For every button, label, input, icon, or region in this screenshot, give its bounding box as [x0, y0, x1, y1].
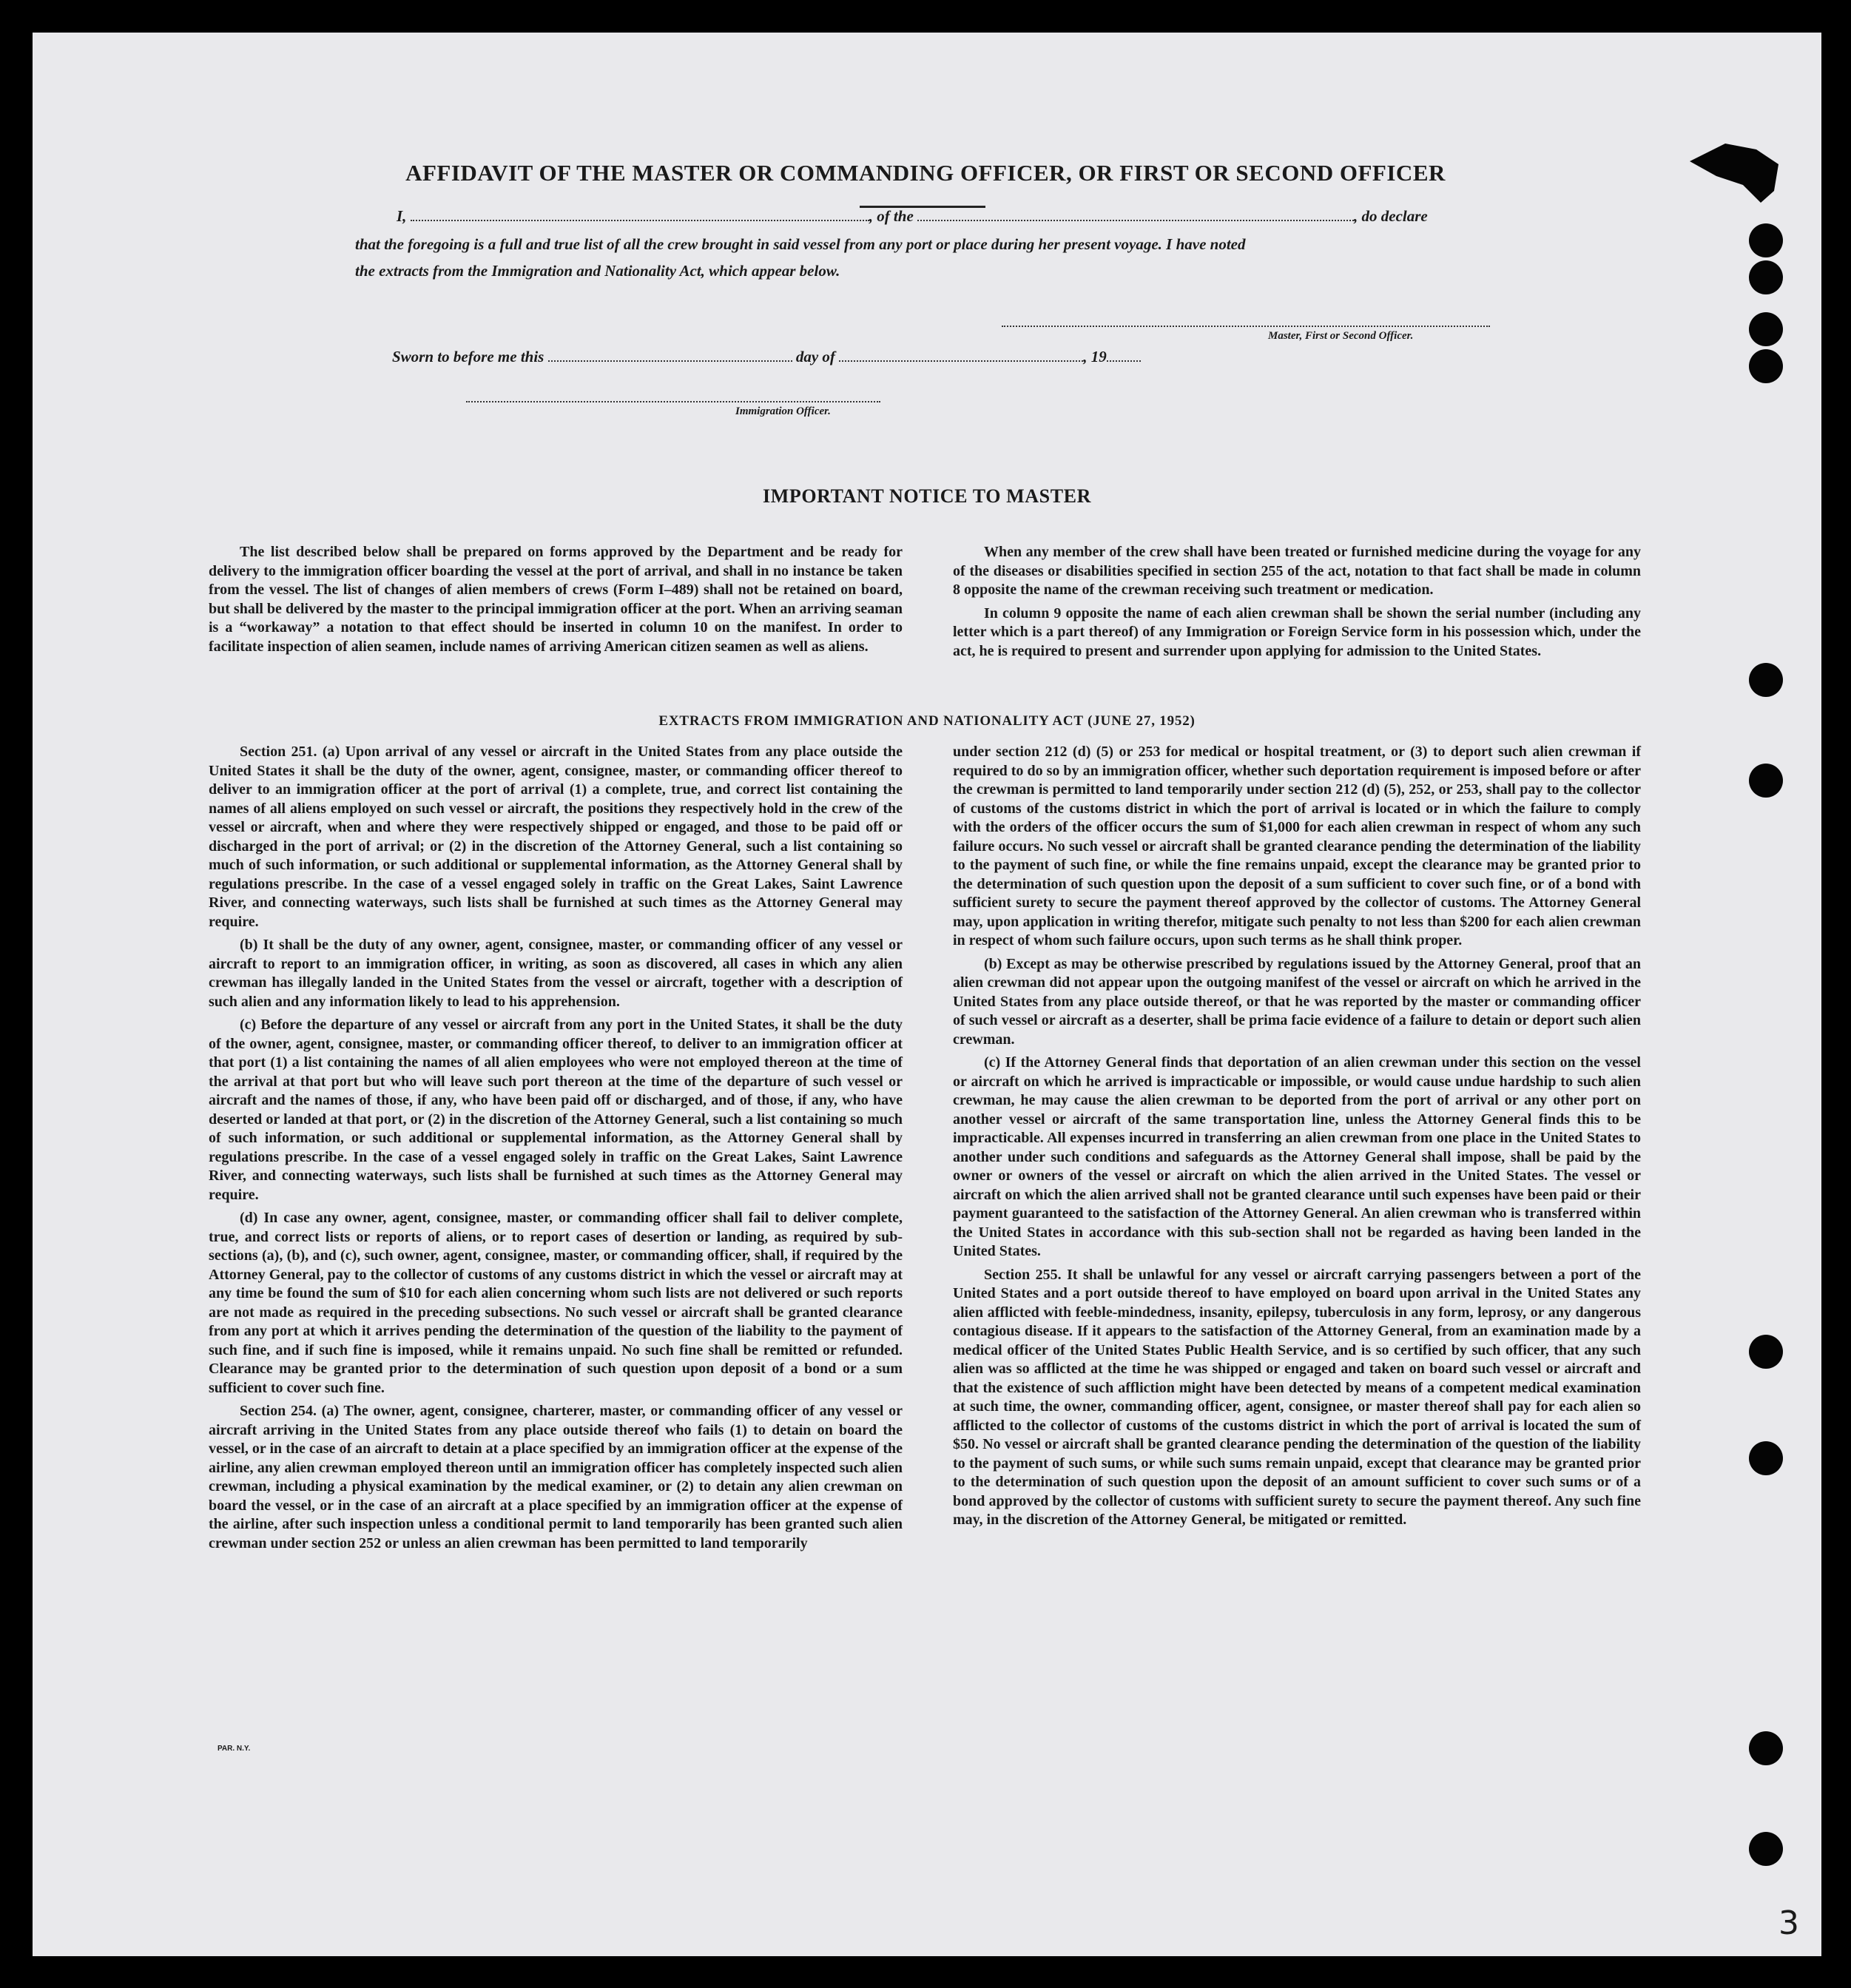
of-the-label: , of the [869, 207, 914, 225]
punch-hole-icon [1749, 1731, 1783, 1765]
act-section-paragraph: Section 251. (a) Upon arrival of any vessel or aircraft in the United States from any place outside the United States it shall be the duty of the owner, agent, consignee, master, or commanding officer thereof to deliver to an immigration officer at the port of arrival (1) a complete, true, and correct list containing the names of all aliens employed on such vessel or aircraft, the positions they respectively hold in the crew of the vessel or aircraft, when and where they were respectively shipped or engaged, and those to be paid off or discharged in the port of arrival; or (2) in the discretion of the Attorney General, such a list containing so much of such information, or such additional or supplemental information, as the Attorney General shall by regulations prescribe. In the case of a vessel engaged solely in traffic on the Great Lakes, Saint Lawrence River, and connecting waterways, such lists shall be furnished at such times as the Attorney General may require. [209, 744, 903, 930]
act-section-paragraph: (b) Except as may be otherwise prescribed by regulations issued by the Attorney General, proof that an alien crewman did not appear upon the outgoing manifest of the vessel or aircraft on which he arrived in the United States from any place outside thereof, or that he was reported by the master or commanding officer of such vessel or aircraft as a deserter, shall be prima facie evidence of a failure to detain or deport such alien crewman. [953, 955, 1641, 1048]
punch-hole-icon [1749, 663, 1783, 697]
declaration-text-line2: that the foregoing is a full and true list of all the crew brought in said vessel from any port or place during her present voyage. I have noted [355, 235, 1246, 253]
sworn-label: Sworn to before me this [392, 348, 544, 365]
document-page [33, 33, 1821, 1956]
sworn-day-field[interactable] [548, 360, 792, 362]
extracts-heading: EXTRACTS FROM IMMIGRATION AND NATIONALITY ACT (JUNE 27, 1952) [658, 713, 1196, 729]
punch-hole-icon [1749, 312, 1783, 346]
extracts-right-column [953, 743, 1641, 1534]
notice-right-column [953, 543, 1641, 665]
declaration-text-line3: the extracts from the Immigration and Nationality Act, which appear below. [355, 262, 840, 280]
act-section-paragraph: Section 255. It shall be unlawful for any vessel or aircraft carrying passengers between a port of the United States and a port outside thereof to have employed on board upon arrival in the United States any alien afflicted with feeble-mindedness, insanity, epilepsy, tuberculosis in any form, leprosy, or any dangerous contagious disease. If it appears to the satisfaction of the Attorney General, from an examination made by a medical officer of the United States Public Health Service, and is so certified by such officer, that any such alien was so afflicted at the time he was shipped or engaged and taken on board such vessel or aircraft and that the existence of such affliction might have been detected by means of a competent medical examination at such time, the owner, commanding officer, agent, consignee, or master thereof shall pay for each alien so afflicted to the collector of customs of the customs district in which the port of arrival is located the sum of $50. No vessel or aircraft shall be granted clearance pending the determination of the question of the liability to the payment of such sums, or while such sums remain unpaid, except that clearance may be granted prior to the determination of such question upon the deposit of an amount sufficient to cover such sums or of a bond approved by the collector of customs with sufficient surety to secure the payment thereof. Any such fine may, in the discretion of the Attorney General, be mitigated or remitted. [953, 1266, 1641, 1528]
notice-paragraph: In column 9 opposite the name of each alien crewman shall be shown the serial number (including any letter which is a part thereof) of any Immigration or Foreign Service form in his possession which, under the act, he is required to present and surrender upon applying for admission to the United States. [953, 604, 1641, 659]
punch-hole-icon [1749, 260, 1783, 294]
sworn-month-field[interactable] [839, 360, 1083, 362]
punch-hole-icon [1749, 764, 1783, 798]
punch-hole-icon [1749, 1832, 1783, 1866]
affidavit-title: AFFIDAVIT OF THE MASTER OR COMMANDING OFFICER, OR FIRST OR SECOND OFFICER [405, 160, 1446, 186]
officer-signature-label: Immigration Officer. [735, 405, 831, 417]
act-section-paragraph: (d) In case any owner, agent, consignee, master, or commanding officer shall fail to deliver complete, true, and correct lists or reports of aliens, or to report cases of desertion or landing, as required by sub-sections (a), (b), and (c), such owner, agent, consignee, master, or commanding officer, shall, if required by the Attorney General, pay to the collector of customs of any customs district in which the vessel or aircraft may at any time be found the sum of $10 for each alien concerning whom such lists are not delivered or such reports are not made as required in the preceding subsections. No such vessel or aircraft shall be granted clearance from any port at which it arrives pending the determination of the question of the liability to the payment of such fine, and if such fine is imposed, while it remains unpaid. No such fine shall be remitted or refunded. Clearance may be granted prior to the determination of such question upon deposit of a bond or a sum sufficient to cover such fine. [209, 1210, 903, 1396]
master-signature-label: Master, First or Second Officer. [1268, 330, 1414, 342]
do-declare-label: , do declare [1354, 207, 1428, 225]
sworn-year-field[interactable] [1107, 360, 1141, 362]
act-section-paragraph: (b) It shall be the duty of any owner, agent, consignee, master, or commanding officer of any vessel or aircraft to report to an immigration officer, in writing, as soon as discovered, all cases in which any alien crewman has illegally landed in the United States from the vessel or aircraft, together with a description of such alien and any information likely to lead to his apprehension. [209, 937, 903, 1010]
act-section-paragraph: (c) Before the departure of any vessel or aircraft from any port in the United States, it shall be the duty of the owner, agent, consignee, master, or commanding officer thereof, to deliver to an immigration officer at that port (1) a list containing the names of all alien employees who were not employed thereon at the time of the arrival at that port but who will leave such port thereon at the time of the departure of such vessel or aircraft and the names of those, if any, who have been paid off or discharged, and of those, if any, who have deserted or landed at that port, or (2) in the discretion of the Attorney General, such a list containing so much of such information, or such additional or supplemental information, as the Attorney General shall by regulations prescribe. In the case of a vessel engaged solely in traffic on the Great Lakes, Saint Lawrence River, and connecting waterways, such lists shall be furnished at such times as the Attorney General may require. [209, 1017, 903, 1203]
vessel-name-field[interactable] [917, 220, 1354, 221]
punch-hole-icon [1749, 223, 1783, 257]
punch-hole-icon [1749, 1441, 1783, 1475]
extracts-left-column [209, 743, 903, 1557]
declarant-label: I, [397, 207, 407, 225]
act-section-paragraph: (c) If the Attorney General finds that deportation of an alien crewman under this section on the vessel or aircraft on which he arrived is impracticable or impossible, or would cause undue hardship to such alien crewman, he may cause the alien crewman to be deported from the port of arrival or any other port on another vessel or aircraft of the same transportation line, unless the Attorney General finds this to be impracticable. All expenses incurred in transferring an alien crewman from one place in the United States to another under such conditions and safeguards as the Attorney General shall impose, shall be paid by the owner or owners of the vessel or aircraft on which the alien arrived in the United States. The vessel or aircraft on which the alien arrived shall not be granted clearance until such expenses have been paid or their payment guaranteed to the satisfaction of the Attorney General. An alien crewman who is transferred within the United States in accordance with this sub-section shall not be regarded as having been landed in the United States. [953, 1054, 1641, 1259]
notice-left-column [209, 543, 903, 661]
act-section-paragraph: under section 212 (d) (5) or 253 for medical or hospital treatment, or (3) to deport such alien crewman if required to do so by an immigration officer, whether such deportation requirement is imposed before or after the crewman is permitted to land temporarily under section 212 (d) (5), 252, or 253, shall pay to the collector of customs of the customs district in which the port of arrival is located or in which the failure to comply with the orders of the officer occurs the sum of $1,000 for each alien crewman in respect of whom any such failure occurs. No such vessel or aircraft shall be granted clearance pending the determination of the liability to the payment of such fine, or while the fine remains unpaid, except the clearance may be granted prior to the determination of such question upon the deposit of a sum sufficient to cover such fine, or of a bond with sufficient surety to secure the payment thereof approved by the collector of customs. The Attorney General may, upon application in writing therefor, mitigate such penalty to not less than $200 for each alien crewman in respect of whom such failure occurs, upon such terms as he shall think proper. [953, 744, 1641, 948]
page-number: 3 [1778, 1904, 1799, 1942]
notice-paragraph: When any member of the crew shall have been treated or furnished medicine during the voyage for any of the diseases or disabilities specified in section 255 of the act, notation to that fact shall be made in column 8 opposite the name of the crewman receiving such treatment or medication. [953, 544, 1641, 598]
year-prefix-label: , 19 [1083, 348, 1107, 365]
printer-mark: PAR. N.Y. [218, 1745, 251, 1753]
punch-hole-icon [1749, 349, 1783, 383]
declaration-line [397, 207, 1528, 226]
act-section-paragraph: Section 254. (a) The owner, agent, consignee, charterer, master, or commanding officer of any vessel or aircraft arriving in the United States from any place outside thereof who fails (1) to detain on board the vessel, or in the case of an aircraft to detain at a place specified by an immigration officer at the expense of the airline, any alien crewman employed thereon until an immigration officer has completely inspected such alien crewman, including a physical examination by the medical examiner, or (2) to detain any alien crewman on board the vessel, or in the case of an aircraft at a place specified by an immigration officer at the expense of the airline, after such inspection unless a conditional permit to land temporarily has been granted such alien crewman under section 252 or unless an alien crewman has been permitted to land temporarily [209, 1403, 903, 1551]
sworn-line [392, 348, 1354, 366]
punch-hole-icon [1749, 1335, 1783, 1369]
declarant-name-field[interactable] [411, 220, 869, 221]
day-of-label: day of [795, 348, 835, 365]
notice-heading: IMPORTANT NOTICE TO MASTER [762, 485, 1091, 507]
officer-signature-field[interactable] [466, 401, 880, 402]
notice-paragraph: The list described below shall be prepared on forms approved by the Department and be ready for delivery to the immigration officer boarding the vessel at the port of arrival, and shall in no instance be taken from the vessel. The list of changes of alien members of crews (Form I–489) shall not be retained on board, but shall be delivered by the master to the principal immigration officer at the port. When an arriving seaman is a “workaway” a notation to that effect should be inserted in column 10 on the manifest. In order to facilitate inspection of alien seamen, include names of arriving American citizen seamen as well as aliens. [209, 544, 903, 655]
master-signature-field[interactable] [1002, 326, 1490, 327]
